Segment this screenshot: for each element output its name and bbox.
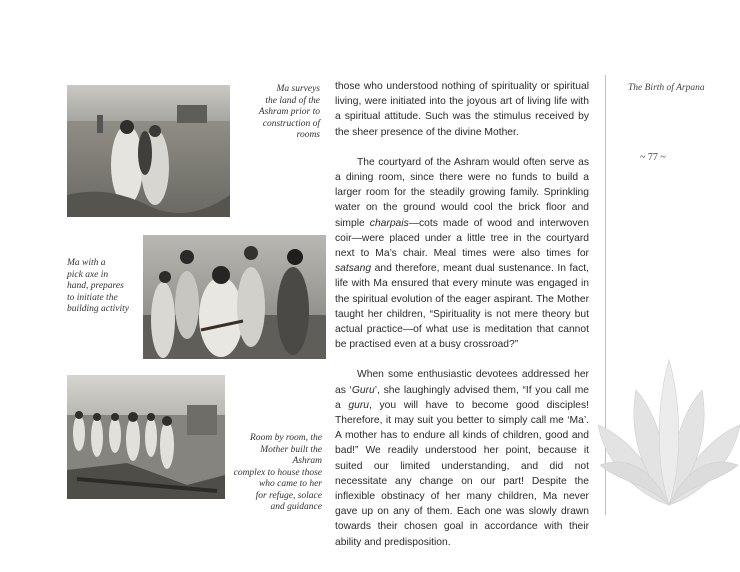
term-satsang: satsang [335,263,372,275]
text-run: ’, she laughingly advised them, “If you call me a [335,384,589,411]
photo-ma-surveys-land [67,85,230,217]
photo-caption-pick-axe: Ma with a pick axe in hand, prepares to initiate the building activity [67,258,130,314]
text-run: , you will have to become good disciples! Therefore, it may suit you better to simply call me ‘Ma’. A mother has to endure all kinds of children, good and bad!” We readily understood her point, because it suited our limited understanding, and did not necessitate any change on our part! Despite the inflexible obstinacy of her many children, Ma never gave up on any of them. Each one was slowly drawn towards their chosen goal in accordance with their ability and predisposition. [335,399,590,548]
text-run: and therefore, meant dual sustenance. In fact, life with Ma ensured that every minute was engaged in the spiritual evolution of the eager aspirant. The Mother taught her children, “Spirituality is not mere theory but actual practice—of what use is meditation that cannot be practised even at a busy crossroad?” [335,263,589,351]
term-guru: guru [348,399,369,411]
text-run: The courtyard of the Ashram would often serve as a dining room, since there were no funds to build a larger room for the steadily growing family. Sprinkling water on the ground would cool the brick floor and simple [335,156,589,229]
lotus-flower-icon [598,355,740,520]
paragraph-3 [335,367,589,549]
body-text [335,79,589,550]
running-head: The Birth of Arpana [628,83,705,93]
text-run: When some enthusiastic devotees addressed her as ‘ [335,369,589,396]
photo-caption-building: Room by room, the Mother built the Ashram complex to house those who came to her for refuge, solace and guidance [233,433,322,512]
photo-ma-with-pick-axe [143,235,326,359]
photo-caption-ma-surveys: Ma surveys the land of the Ashram prior to construction of rooms [258,84,320,140]
paragraph-2 [335,155,589,353]
photo-building-ashram [67,375,225,499]
page-number: ~ 77 ~ [640,152,666,163]
text-run: —cots made of wood and interwoven coir—were placed under a little tree in the courtyard next to Ma’s chair. Meal times were also times for [335,217,589,260]
term-guru: Guru [351,384,375,396]
term-charpais: charpais [369,217,409,229]
paragraph-1: those who understood nothing of spirituality or spiritual living, were initiated into the joyous art of living life with a spiritual attitude. Such was the stimulus received by the sheer presence of the divine Mother. [335,81,589,138]
